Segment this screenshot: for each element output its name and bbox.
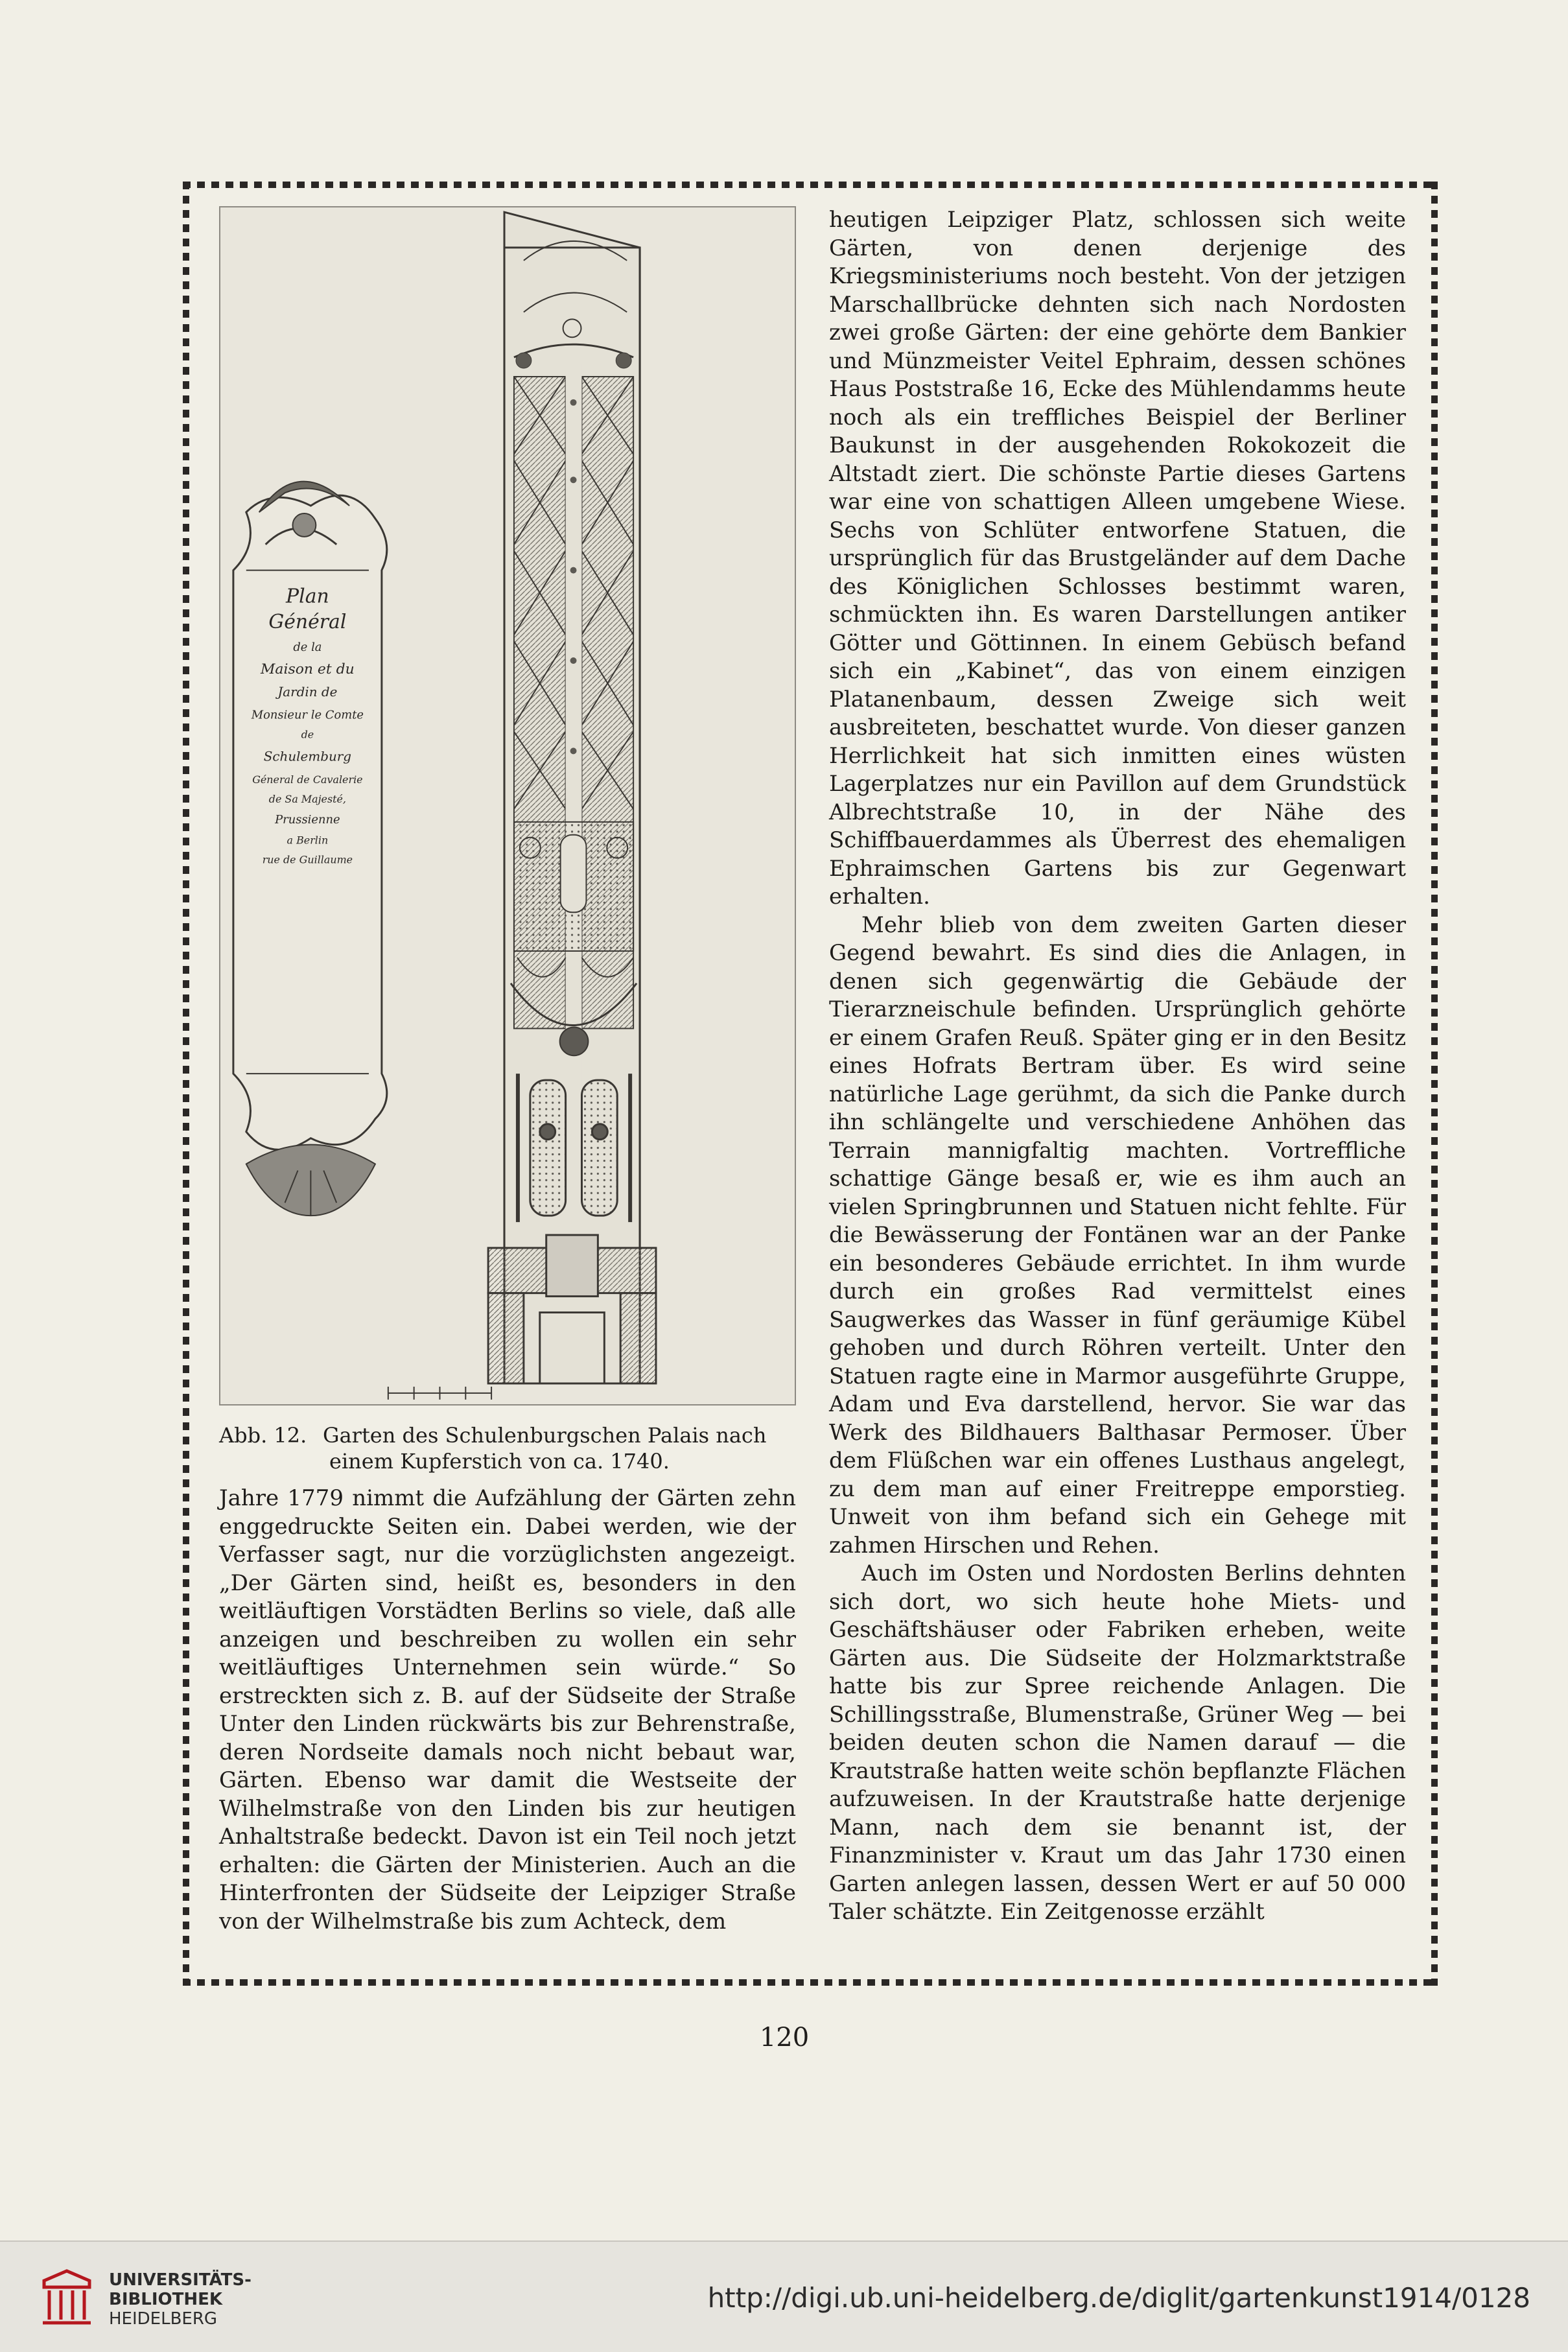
cartouche-line-12: a Berlin [287,834,329,847]
library-name [109,2270,252,2329]
cartouche-line-7: de [301,728,314,741]
frame-border-top [183,182,1438,188]
right-paragraph-2: Mehr blieb von dem zweiten Garten dieser Gegend bewahrt. Es sind dies die Anlagen, in denen sich gegenwärtig die Gebäude der Tierarzneischule befinden. Ursprünglich gehörte er einem Grafen Reuß. Später ging er in den Besitz eines Hofrats Bertram über. Es wird seine natürliche Lage gerühmt, da sich die Panke durch ihn schlängelte und verschiedene Anhöhen das Terrain mannigfaltig machten. Vortreffliche schattige Gänge besaß er, wie es ihm auch an vielen Springbrunnen und Statuen nicht fehlte. Für die Bewässerung der Fontänen war an der Panke ein besonderes Gebäude errichtet. In ihm wurde durch ein großes Rad vermittelst eines Saugwerkes das Wasser in fünf geräumige Kübel gehoben und durch Röhren verteilt. Unter den Statuen ragte eine in Marmor ausgeführte Gruppe, Adam und Eva darstellend, hervor. Sie war das Werk des Bildhauers Balthasar Permoser. Über dem Flüßchen war ein offenes Lusthaus angelegt, zu dem man auf einer Freitreppe emporstieg. Unweit von ihm befand sich ein Gehege mit zahmen Hirschen und Rehen. [829,911,1406,1558]
source-url-link[interactable]: http://digi.ub.uni-heidelberg.de/diglit/gartenkunst1914/0128 [707,2282,1530,2314]
cartouche-line-3: de la [293,641,322,655]
figure-caption [219,1422,796,1474]
right-paragraph-1: heutigen Leipziger Platz, schlossen sich weite Gärten, von denen derjenige des Kriegsministeriums noch besteht. Von der jetzigen Marschallbrücke dehnten sich nach Nordosten zwei große Gärten: der eine gehörte dem Bankier und Münzmeister Veitel Ephraim, dessen schönes Haus Poststraße 16, Ecke des Mühlendamms heute noch als ein treffliches Beispiel der Berliner Baukunst in der ausgehenden Rokokozeit die Altstadt ziert. Die schönste Partie dieses Gartens war eine von schattigen Alleen umgebene Wiese. Sechs von Schlüter entworfene Statuen, die ursprünglich für das Brustgeländer auf dem Dache des Königlichen Schlosses bestimmt waren, schmückten ihn. Es waren Darstellungen antiker Götter und Göttinnen. In einem Gebüsch befand sich ein „Kabinet“, das von einem einzigen Platanenbaum, dessen Zweige sich weit ausbreiteten, beschattet wurde. Von dieser ganzen Herrlichkeit hat sich inmitten eines wüsten Lagerplatzes nur ein Pavillon auf dem Grundstück Albrechtstraße 10, in der Nähe des Schiffbauerdammes als Überrest des ehemaligen Ephraimschen Gartens bis zur Gegenwart erhalten. [829,207,1406,910]
cartouche-line-5: Jardin de [277,684,338,700]
right-paragraph-3: Auch im Osten und Nordosten Berlins dehnten sich dort, wo sich heute hohe Miets- und Geschäftshäuser oder Fabriken erheben, weite Gärten aus. Die Südseite der Holzmarktstraße hatte bis zur Spree reichende Anlagen. Die Schillingsstraße, Blumenstraße, Grüner Weg — bei beiden deuten schon die Namen darauf — die Krautstraße hatten weite schön bepflanzte Flächen aufzuweisen. In der Krautstraße hatte derjenige Mann, nach dem sie benannt ist, der Finanzminister v. Kraut um das Jahr 1730 einen Garten anlegen lassen, dessen Wert er auf 50 000 Taler schätzte. Ein Zeitgenosse erzählt [829,1560,1406,1925]
page-number: 120 [759,2023,810,2052]
left-column-text [219,1485,796,1936]
footer-bar [0,2240,1568,2352]
frame-border-left [183,182,189,1986]
library-logo-icon [38,2268,96,2326]
garden-plan-drawing [220,207,795,1404]
frame-border-right [1431,182,1438,1986]
cartouche-line-2: Général [268,611,347,634]
caption-line-2: einem Kupferstich von ca. 1740. [329,1449,670,1474]
left-paragraph-1: Jahre 1779 nimmt die Aufzählung der Gärten zehn enggedruckte Seiten ein. Dabei werden, wie der Verfasser sagt, nur die vorzüglichsten angezeigt. „Der Gärten sind, heißt es, besonders in den weitläuftigen Vorstädten Berlins so viele, daß alle anzeigen und beschreiben zu wollen ein sehr weitläuftiges Unternehmen sein würde.“ So erstreckten sich z. B. auf der Südseite der Straße Unter den Linden rückwärts bis zur Behrenstraße, deren Nordseite damals noch nicht bebaut war, Gärten. Ebenso war damit die Westseite der Wilhelmstraße von den Linden bis zur heutigen Anhaltstraße bedeckt. Davon ist ein Teil noch jetzt erhalten: die Gärten der Ministerien. Auch an die Hinterfronten der Südseite der Leipziger Straße von der Wilhelmstraße bis zum Achteck, dem [219,1485,796,1935]
library-name-line-3: HEIDELBERG [109,2309,218,2329]
cartouche-line-11: Prussienne [275,812,340,827]
cartouche-line-6: Monsieur le Comte [251,708,364,722]
cartouche-line-4: Maison et du [261,661,355,677]
garden-plan-engraving [219,206,796,1405]
frame-border-bottom [183,1979,1438,1986]
caption-label: Abb. 12. [219,1423,307,1448]
cartouche-line-10: de Sa Majesté, [268,793,347,806]
library-name-line-2: BIBLIOTHEK [109,2290,223,2309]
cartouche-line-8: Schulemburg [263,749,352,764]
right-column-text [829,206,1406,1927]
cartouche-line-13: rue de Guillaume [262,853,353,866]
cartouche-line-9: Géneral de Cavalerie [252,773,363,786]
library-name-line-1: UNIVERSITÄTS- [109,2270,252,2290]
cartouche-line-1: Plan [286,585,329,608]
caption-line-1: Garten des Schulenburgschen Palais nach [323,1423,767,1448]
